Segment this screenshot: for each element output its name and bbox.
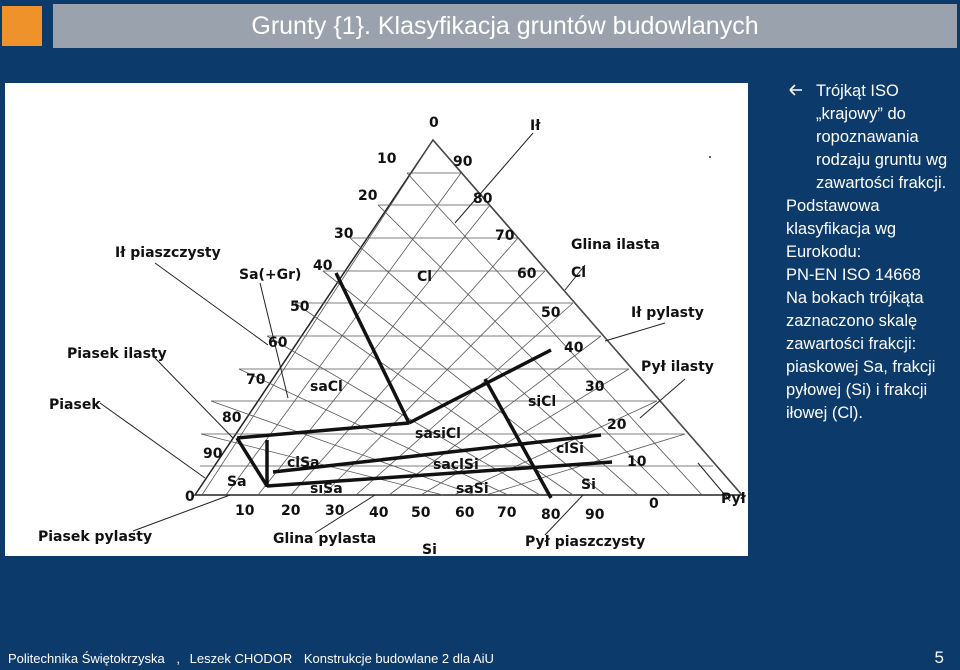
bottom-ticks: [185, 489, 605, 523]
label-il-pylasty: Ił pylasty: [631, 305, 704, 321]
bottom-tick: 30: [325, 503, 345, 519]
label-si: Si: [422, 542, 437, 556]
arrow-left-icon: [786, 80, 806, 100]
bottom-tick: 70: [497, 505, 517, 521]
label-piasek-ilasty: Piasek ilasty: [67, 346, 167, 362]
right-tick: 50: [541, 305, 561, 321]
right-tick: 90: [453, 154, 473, 170]
label-glina-pylasta: Glina pylasta: [273, 531, 377, 547]
right-tick: 80: [473, 191, 493, 207]
left-tick: 10: [377, 151, 397, 167]
label-il-piaszczysty: Ił piaszczysty: [115, 245, 221, 261]
region-clsa: clSa: [287, 455, 320, 471]
bottom-tick: 90: [585, 507, 605, 523]
bottom-tick: 20: [281, 503, 301, 519]
right-tick: 60: [517, 266, 537, 282]
para-standard: PN-EN ISO 14668: [786, 266, 921, 284]
para-description: Na bokach trójkąta zaznaczono skalę zawartości frakcji: piaskowej Sa, frakcji pyłowej (Si) i frakcji iłowej (Cl).: [786, 289, 936, 422]
right-tick: 20: [607, 417, 627, 433]
page-number: 5: [934, 648, 944, 667]
right-tick: 30: [585, 379, 605, 395]
left-tick: 50: [290, 299, 310, 315]
label-sa-gr: Sa(+Gr): [239, 267, 302, 283]
left-tick: 0: [429, 115, 439, 131]
note-block: [786, 80, 958, 195]
region-sisa: siSa: [310, 481, 343, 497]
bottom-tick-zero: 0: [185, 489, 195, 505]
right-tick: 70: [495, 228, 515, 244]
soil-triangle-figure: [5, 83, 748, 556]
region-saclsi: saclSi: [433, 457, 479, 473]
footer-author: Leszek CHODOR: [189, 651, 293, 666]
stray-dot: [709, 156, 711, 158]
left-tick: 90: [203, 446, 223, 462]
footer-institution: Politechnika Świętokrzyska: [8, 651, 165, 666]
label-piasek-pylasty: Piasek pylasty: [38, 529, 153, 545]
region-sa: Sa: [227, 474, 247, 490]
label-pyl: Pył: [721, 491, 746, 507]
region-si: Si: [581, 477, 596, 493]
region-cl: Cl: [417, 269, 433, 285]
note-text: Trójkąt ISO „krajowy” do ropoznawania rodzaju gruntu wg zawartości frakcji.: [816, 82, 948, 192]
region-sacl: saCl: [310, 379, 343, 395]
accent-square: [2, 6, 42, 46]
slide-title: [53, 4, 957, 48]
sidebar-text: [786, 80, 958, 425]
para-classification: Podstawowa klasyfikacja wg Eurokodu:: [786, 197, 897, 261]
region-sasicl: sasiCl: [415, 426, 461, 442]
footer: [8, 651, 494, 666]
region-clsi: clSi: [556, 441, 584, 457]
footer-course: Konstrukcje budowlane 2 dla AiU: [303, 651, 494, 666]
right-tick: 0: [649, 496, 659, 512]
bottom-tick: 10: [235, 503, 255, 519]
region-sicl: siCl: [528, 394, 557, 410]
left-tick: 20: [358, 188, 378, 204]
right-tick: 40: [564, 340, 584, 356]
label-pyl-piaszczysty: Pył piaszczysty: [525, 534, 646, 550]
bottom-tick: 60: [455, 505, 475, 521]
label-piasek: Piasek: [49, 397, 101, 413]
region-sasi: saSi: [456, 481, 489, 497]
label-pyl-ilasty: Pył ilasty: [641, 359, 714, 375]
left-tick: 30: [334, 226, 354, 242]
label-glina-ilasta: Glina ilasta: [571, 237, 660, 253]
bottom-tick: 50: [411, 505, 431, 521]
right-tick: 10: [627, 454, 647, 470]
bottom-tick: 80: [541, 507, 561, 523]
footer-separator: ,: [176, 651, 181, 666]
bottom-tick: 40: [369, 505, 389, 521]
label-il: Ił: [530, 118, 541, 134]
slide-title-text: Grunty {1}. Klasyfikacja gruntów budowlanych: [251, 11, 759, 40]
left-tick: 60: [268, 335, 288, 351]
left-tick: 70: [246, 372, 266, 388]
label-cl-axis: Cl: [571, 265, 587, 281]
left-tick: 40: [313, 258, 333, 274]
soil-triangle-svg: [5, 83, 748, 556]
left-tick: 80: [222, 410, 242, 426]
